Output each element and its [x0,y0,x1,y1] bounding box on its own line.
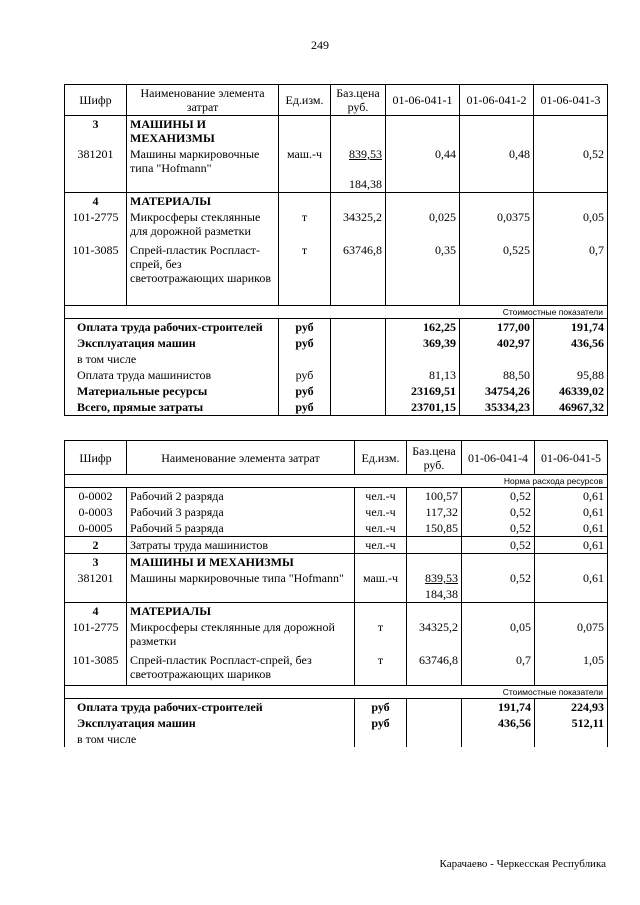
cell-value: 0,025 [386,209,460,239]
cost-value: 23701,15 [386,399,460,416]
cell-unit: маш.-ч [355,570,407,586]
cost-row [65,715,608,731]
cell-name: Микросферы стеклянные для дорожной разметки [127,619,355,649]
cell-code: 101-3085 [65,239,127,305]
cell-value: 0,525 [460,239,534,305]
header-code: Шифр [65,85,127,116]
cell-value: 0,61 [535,488,608,505]
cell-name: МАШИНЫ И МЕХАНИЗМЫ [127,554,355,571]
cell-base-price: 100,57 [407,488,462,505]
cell-unit: чел.-ч [355,520,407,537]
cost-unit: руб [355,698,407,715]
cost-value: 369,39 [386,335,460,351]
cost-unit: руб [279,399,331,416]
cost-value: 46967,32 [534,399,608,416]
cell-name: Микросферы стеклянные для дорожной разметки [127,209,279,239]
header-norm-1: 01-06-041-1 [386,85,460,116]
cell-value: 0,7 [534,239,608,305]
cell-base-price: 839,53 [349,147,382,161]
cell-code: 0-0003 [65,504,127,520]
cost-value: 34754,26 [460,383,534,399]
cell-code: 101-2775 [65,209,127,239]
cost-name: Оплата труда рабочих-строителей [65,318,279,335]
region-footer: Карачаево - Черкесская Республика [439,858,606,870]
cell-unit: чел.-ч [355,504,407,520]
page-number: 249 [311,38,329,52]
estimate-table-2 [64,440,608,747]
table-row [65,488,608,505]
cell-base-price: 117,32 [407,504,462,520]
cost-value: 191,74 [462,698,535,715]
cell-unit: маш.-ч [279,146,331,176]
cell-value: 0,61 [535,520,608,537]
cell-value: 0,61 [535,504,608,520]
cell-name: МАТЕРИАЛЫ [127,193,279,210]
header-unit: Ед.изм. [279,85,331,116]
cost-indicators-label: Стоимостные показатели [65,685,608,698]
cost-name: в том числе [65,351,279,367]
cell-name: Рабочий 5 разряда [127,520,355,537]
norm-label: Норма расхода ресурсов [65,475,608,488]
cell-code: 3 [65,116,127,147]
cell-name: Рабочий 3 разряда [127,504,355,520]
cost-unit: руб [279,383,331,399]
cost-row [65,731,608,747]
cost-value: 46339,02 [534,383,608,399]
table-row [65,520,608,537]
cell-name: МАШИНЫ И МЕХАНИЗМЫ [127,116,279,147]
cost-value: 35334,23 [460,399,534,416]
cell-unit: т [279,239,331,305]
cost-value: 224,93 [535,698,608,715]
cell-code: 381201 [65,570,127,586]
cost-value: 81,13 [386,367,460,383]
cost-value: 88,50 [460,367,534,383]
cost-value: 95,88 [534,367,608,383]
header-code: Шифр [65,441,127,475]
cost-name: Оплата труда рабочих-строителей [65,698,355,715]
table-row [65,146,608,176]
cell-code: 3 [65,554,127,571]
header-base-price: Баз.цена руб. [331,85,386,116]
cost-unit: руб [355,715,407,731]
table-row [65,649,608,685]
cell-name: Машины маркировочные типа "Hofmann" [127,146,279,176]
cell-value: 0,61 [535,570,608,586]
cost-name: Эксплуатация машин [65,715,355,731]
cell-value: 0,44 [386,146,460,176]
cell-code: 101-3085 [65,649,127,685]
header-base-price: Баз.цена руб. [407,441,462,475]
cell-code: 4 [65,603,127,620]
cell-code: 0-0002 [65,488,127,505]
cell-base-price: 839,53 [425,571,458,585]
header-norm-4: 01-06-041-4 [462,441,535,475]
header-norm-2: 01-06-041-2 [460,85,534,116]
cost-name: Оплата труда машинистов [65,367,279,383]
table-row [65,193,608,210]
header-norm-5: 01-06-041-5 [535,441,608,475]
cell-name: МАТЕРИАЛЫ [127,603,355,620]
cell-value: 0,7 [462,649,535,685]
cell-unit: т [355,619,407,649]
cell-name: Машины маркировочные типа "Hofmann" [127,570,355,603]
header-norm-3: 01-06-041-3 [534,85,608,116]
cell-value: 0,52 [462,520,535,537]
cell-value: 0,52 [534,146,608,176]
cell-value: 0,52 [462,570,535,586]
table-row [65,176,608,193]
cell-code: 381201 [65,146,127,176]
cell-name: Спрей-пластик Роспласт-спрей, без светоотражающих шариков [127,239,279,305]
cost-row [65,383,608,399]
cell-value: 0,52 [462,504,535,520]
cell-unit: т [279,209,331,239]
cost-unit: руб [279,318,331,335]
cell-value: 0,52 [462,488,535,505]
header-unit: Ед.изм. [355,441,407,475]
section-header-row [65,475,608,488]
table-row [65,209,608,239]
cost-row [65,367,608,383]
cell-base-price: 63746,8 [331,239,386,305]
header-name: Наименование элемента затрат [127,85,279,116]
cost-name: Материальные ресурсы [65,383,279,399]
table-row [65,570,608,586]
table-row [65,603,608,620]
cell-value: 0,075 [535,619,608,649]
table-header-row [65,85,608,116]
cost-indicators-label: Стоимостные показатели [65,305,608,318]
cell-base-price: 34325,2 [407,619,462,649]
table-row [65,537,608,554]
cost-unit: руб [279,367,331,383]
cell-name: Рабочий 2 разряда [127,488,355,505]
cell-value: 1,05 [535,649,608,685]
cost-value: 177,00 [460,318,534,335]
section-header-row [65,305,608,318]
cell-value: 0,05 [462,619,535,649]
section-header-row [65,685,608,698]
cell-value: 0,52 [462,537,535,554]
table-row [65,504,608,520]
cell-code: 101-2775 [65,619,127,649]
cell-name: Спрей-пластик Роспласт-спрей, без светоотражающих шариков [127,649,355,685]
cost-row [65,351,608,367]
table-row [65,116,608,147]
cell-value: 0,35 [386,239,460,305]
table-row [65,554,608,571]
cost-row [65,318,608,335]
table-row [65,619,608,649]
cell-base-price: 150,85 [407,520,462,537]
table-header-row [65,441,608,475]
cost-value: 191,74 [534,318,608,335]
table-row [65,239,608,305]
cell-value: 0,61 [535,537,608,554]
cell-unit: чел.-ч [355,488,407,505]
cost-row [65,335,608,351]
cost-value: 402,97 [460,335,534,351]
cell-base-price: 34325,2 [331,209,386,239]
cell-unit: чел.-ч [355,537,407,554]
cell-base-price-machinist: 184,38 [407,586,462,603]
cell-value: 0,05 [534,209,608,239]
cost-row [65,399,608,416]
cell-base-price: 63746,8 [407,649,462,685]
cell-value: 0,48 [460,146,534,176]
cost-value: 512,11 [535,715,608,731]
cost-name: в том числе [65,731,355,747]
header-name: Наименование элемента затрат [127,441,355,475]
estimate-table-1 [64,84,608,416]
cell-unit: т [355,649,407,685]
cell-base-price-machinist: 184,38 [331,176,386,193]
cost-value: 162,25 [386,318,460,335]
cost-value: 23169,51 [386,383,460,399]
cost-row [65,698,608,715]
cost-unit: руб [279,335,331,351]
cell-value: 0,0375 [460,209,534,239]
cost-value: 436,56 [462,715,535,731]
cost-value: 436,56 [534,335,608,351]
cell-code: 2 [65,537,127,554]
cost-name: Эксплуатация машин [65,335,279,351]
cell-code: 0-0005 [65,520,127,537]
cell-code: 4 [65,193,127,210]
cell-name: Затраты труда машинистов [127,537,355,554]
cost-name: Всего, прямые затраты [65,399,279,416]
